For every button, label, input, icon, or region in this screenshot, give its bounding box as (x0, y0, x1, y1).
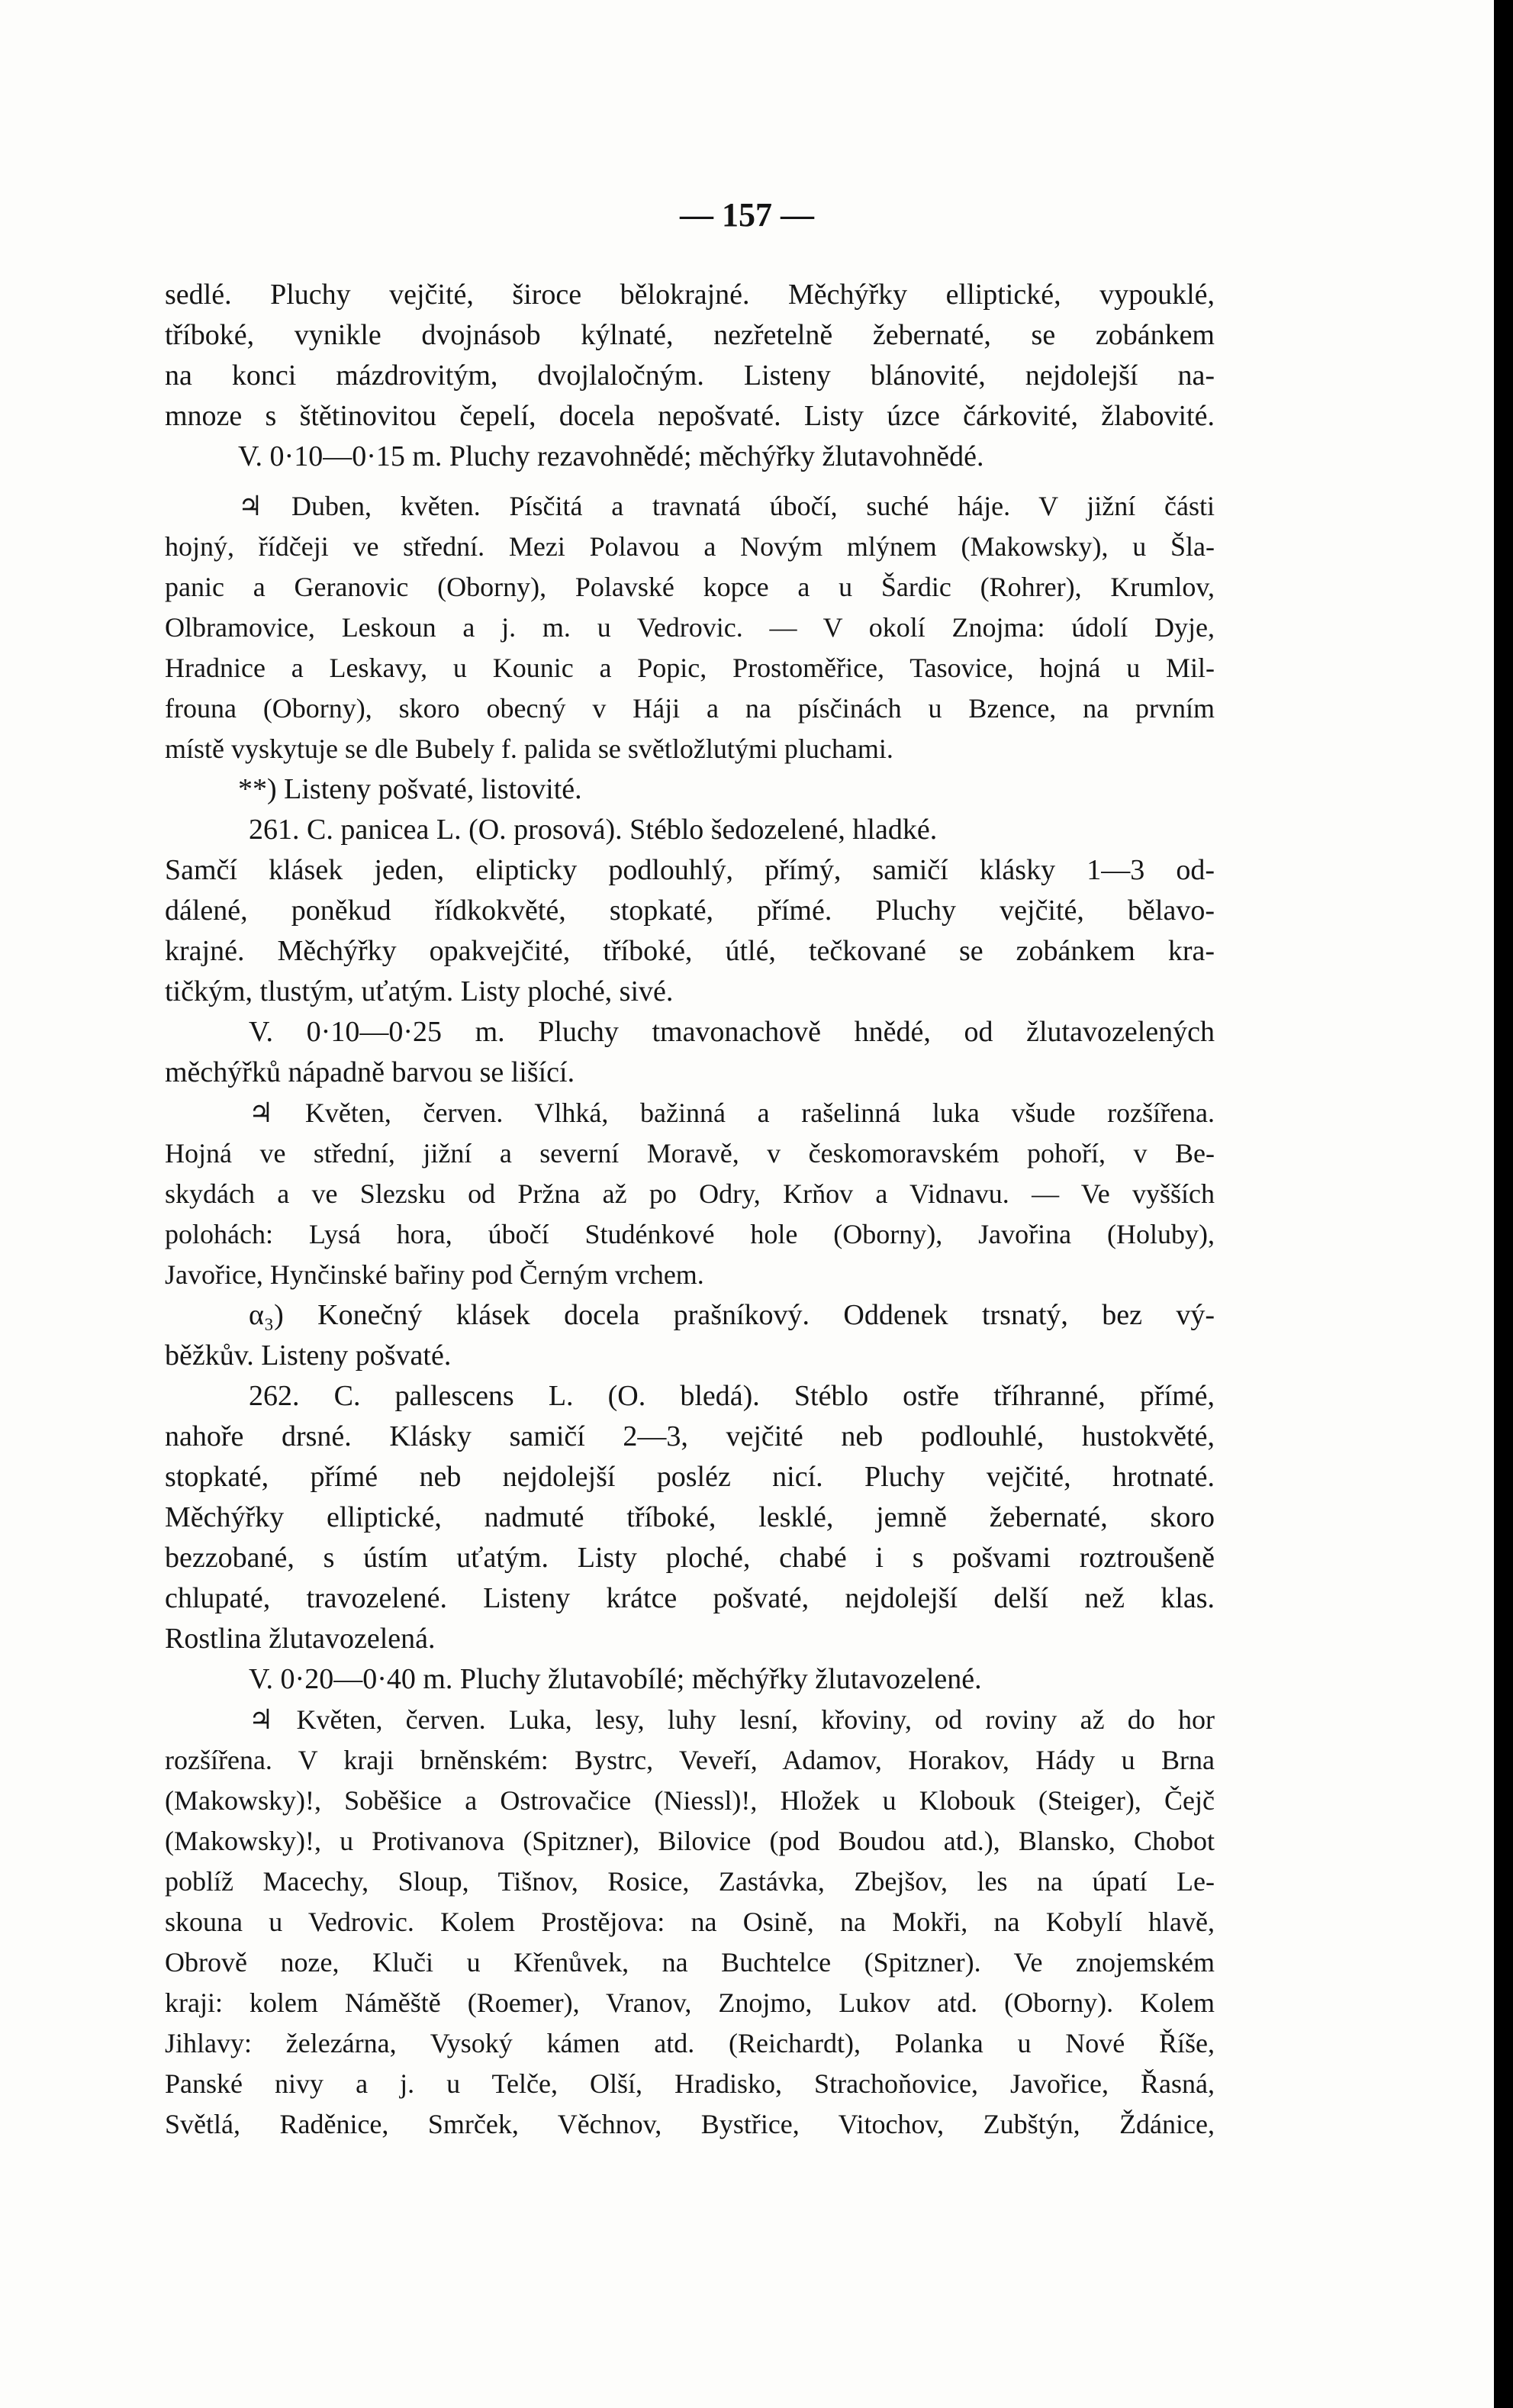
text-line-15: Samčí klásek jeden, elipticky podlouhlý, přímý, samičí klásky 1—3 od- (165, 854, 1215, 886)
text-line-39: (Makowsky)!, u Protivanova (Spitzner), Bilovice (pod Boudou atd.), Blansko, Chobot (165, 1826, 1215, 1856)
text-line-31: Měchýřky elliptické, nadmuté tříboké, lesklé, jemně žebernaté, skoro (165, 1501, 1215, 1533)
text-line-7: hojný, řídčeji ve střední. Mezi Polavou a Novým mlýnem (Makowsky), u Šla- (165, 531, 1215, 562)
text-line-33: chlupaté, travozelené. Listeny krátce pošvaté, nejdolejší delší než klas. (165, 1582, 1215, 1614)
text-line-45: Panské nivy a j. u Telče, Olší, Hradisko, Strachoňovice, Javořice, Řasná, (165, 2068, 1215, 2099)
text-line-44: Jihlavy: železárna, Vysoký kámen atd. (Reichardt), Polanka u Nové Říše, (165, 2028, 1215, 2058)
text-line-42: Obrově noze, Kluči u Křenůvek, na Buchtelce (Spitzner). Ve znojemském (165, 1947, 1215, 1978)
text-line-29: nahoře drsné. Klásky samičí 2—3, vejčité neb podlouhlé, hustokvěté, (165, 1420, 1215, 1452)
text-line-37: rozšířena. V kraji brněnském: Bystrc, Veveří, Adamov, Horakov, Hády u Brna (165, 1745, 1215, 1775)
body-text (165, 275, 1215, 2145)
text-line-43: kraji: kolem Náměště (Roemer), Vranov, Znojmo, Lukov atd. (Oborny). Kolem (165, 1987, 1215, 2018)
text-line-32: bezzobané, s ústím uťatým. Listy ploché, chabé i s pošvami roztroušeně (165, 1542, 1215, 1574)
text-line-1: sedlé. Pluchy vejčité, široce bělokrajné. Měchýřky elliptické, vypouklé, (165, 279, 1215, 311)
text-line-8: panic a Geranovic (Oborny), Polavské kopce a u Šardic (Rohrer), Krumlov, (165, 572, 1215, 602)
text-line-21: ♃ Květen, červen. Vlhká, bažinná a rašelinná luka všude rozšířena. (249, 1098, 1215, 1128)
text-line-17: krajné. Měchýřky opakvejčité, tříboké, útlé, tečkované se zobánkem kra- (165, 935, 1215, 967)
text-line-2: tříboké, vynikle dvojnásob kýlnaté, nezřetelně žebernaté, se zobánkem (165, 319, 1215, 351)
text-line-19: V. 0·10—0·25 m. Pluchy tmavonachově hnědé, od žlutavozelených (249, 1016, 1215, 1048)
text-line-35: V. 0·20—0·40 m. Pluchy žlutavobílé; měchýřky žlutavozelené. (249, 1663, 982, 1695)
text-line-36: ♃ Květen, červen. Luka, lesy, luhy lesní, křoviny, od roviny až do hor (249, 1704, 1215, 1735)
text-line-4: mnoze s štětinovitou čepelí, docela nepošvaté. Listy úzce čárkovité, žlabovité. (165, 400, 1215, 432)
text-line-12: místě vyskytuje se dle Bubely f. palida se světložlutými pluchami. (165, 733, 893, 764)
text-line-11: frouna (Oborny), skoro obecný v Háji a na písčinách u Bzence, na prvním (165, 693, 1215, 724)
text-line-28: 262. C. pallescens L. (O. bledá). Stéblo ostře tříhranné, přímé, (249, 1380, 1215, 1412)
text-line-18: tičkým, tlustým, uťatým. Listy ploché, sivé. (165, 975, 674, 1007)
text-line-34: Rostlina žlutavozelená. (165, 1623, 436, 1655)
text-line-20: měchýřků nápadně barvou se lišící. (165, 1056, 575, 1088)
text-line-5: V. 0·10—0·15 m. Pluchy rezavohnědé; měchýřky žlutavohnědé. (238, 440, 984, 472)
text-line-22: Hojná ve střední, jižní a severní Moravě, v českomoravském pohoří, v Be- (165, 1138, 1215, 1169)
text-line-41: skouna u Vedrovic. Kolem Prostějova: na Osině, na Mokři, na Kobylí hlavě, (165, 1907, 1215, 1937)
text-line-38: (Makowsky)!, Soběšice a Ostrovačice (Niessl)!, Hložek u Klobouk (Steiger), Čejč (165, 1785, 1215, 1816)
text-line-27: běžkův. Listeny pošvaté. (165, 1339, 452, 1372)
text-line-10: Hradnice a Leskavy, u Kounic a Popic, Prostoměřice, Tasovice, hojná u Mil- (165, 653, 1215, 683)
text-line-3: na konci mázdrovitým, dvojlaločným. Listeny blánovité, nejdolejší na- (165, 359, 1215, 392)
text-line-16: dálené, poněkud řídkokvěté, stopkaté, přímé. Pluchy vejčité, bělavo- (165, 895, 1215, 927)
text-line-26: α₃) Konečný klásek docela prašníkový. Oddenek trsnatý, bez vý- (249, 1299, 1215, 1331)
text-line-24: polohách: Lysá hora, úbočí Studénkové hole (Oborny), Javořina (Holuby), (165, 1219, 1215, 1249)
text-line-25: Javořice, Hynčinské bařiny pod Černým vrchem. (165, 1259, 704, 1290)
page-number: — 157 — (680, 196, 814, 234)
text-line-23: skydách a ve Slezsku od Pržna až po Odry, Krňov a Vidnavu. — Ve vyšších (165, 1178, 1215, 1209)
text-line-9: Olbramovice, Leskoun a j. m. u Vedrovic. — V okolí Znojma: údolí Dyje, (165, 612, 1215, 643)
text-line-40: poblíž Macechy, Sloup, Tišnov, Rosice, Zastávka, Zbejšov, les na úpatí Le- (165, 1866, 1215, 1897)
text-line-13: **) Listeny pošvaté, listovité. (238, 773, 582, 805)
text-line-6: ♃ Duben, květen. Písčitá a travnatá úbočí, suché háje. V jižní části (238, 491, 1215, 521)
text-line-30: stopkaté, přímé neb nejdolejší posléz nicí. Pluchy vejčité, hrotnaté. (165, 1461, 1215, 1493)
text-line-14: 261. C. panicea L. (O. prosová). Stéblo šedozelené, hladké. (249, 814, 938, 846)
text-line-46: Světlá, Raděnice, Smrček, Věchnov, Bystřice, Vitochov, Zubštýn, Ždánice, (165, 2109, 1215, 2139)
